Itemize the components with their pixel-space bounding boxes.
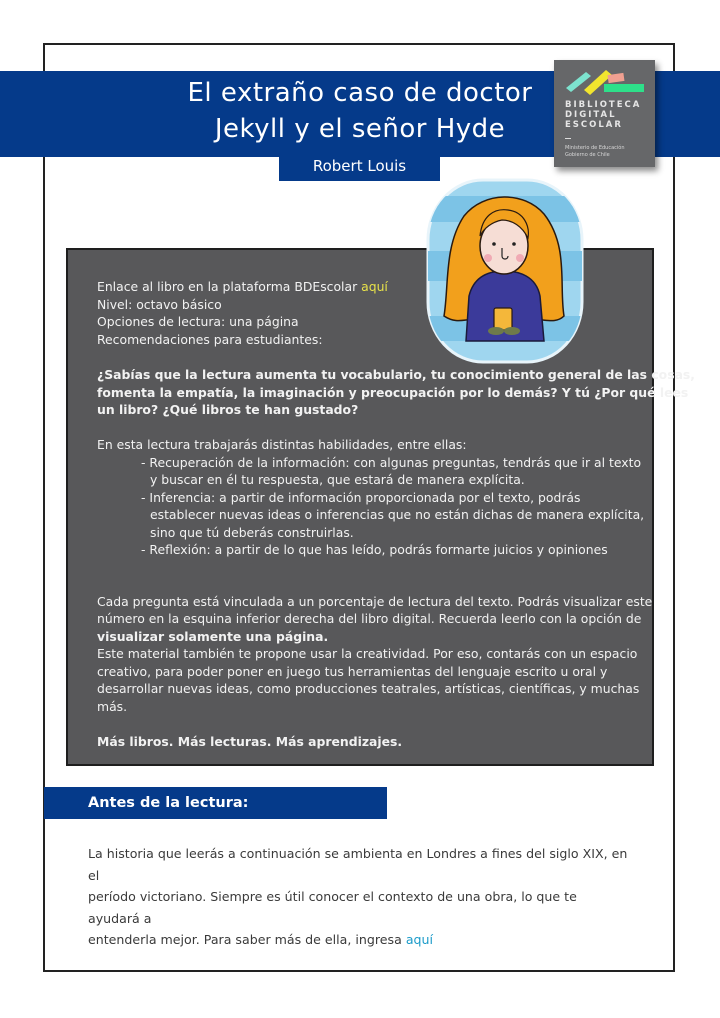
para3-line-2: creativo, para poder poner en juego tus herramientas del lenguaje escrito u oral y <box>97 664 608 679</box>
book-title-line2: Jekyll y el señor Hyde <box>214 114 506 144</box>
logo-stripes-icon <box>564 66 646 98</box>
logo-ministry-text <box>565 145 625 159</box>
before-reading-line3-text: entenderla mejor. Para saber más de ella, ingresa <box>88 932 406 947</box>
context-link-aqui[interactable]: aquí <box>405 932 434 947</box>
logo-divider <box>565 138 571 139</box>
author-label: Robert Louis <box>279 150 440 181</box>
book-link-aqui[interactable]: aquí <box>361 279 388 294</box>
reading-options-text: Opciones de lectura: una página <box>97 314 299 329</box>
logo-text-escolar: ESCOLAR <box>565 120 623 130</box>
biblioteca-digital-escolar-logo <box>554 60 655 167</box>
level-text: Nivel: octavo básico <box>97 297 222 312</box>
para3-line-3: desarrollar nuevas ideas, como producciones teatrales, artísticas, científicas, y muchas <box>97 681 640 696</box>
before-reading-paragraph <box>88 843 628 951</box>
logo-ministry-line1: Ministerio de Educación <box>565 145 625 151</box>
book-link-line <box>97 278 388 296</box>
skills-intro: En esta lectura trabajarás distintas habilidades, entre ellas: <box>97 437 467 452</box>
skill-retrieval-line1: - Recuperación de la información: con algunas preguntas, tendrás que ir al texto <box>141 455 642 470</box>
logo-text-biblioteca: BIBLIOTECA <box>565 100 642 110</box>
before-reading-line3 <box>88 929 628 951</box>
para3-line-4: más. <box>97 699 128 714</box>
before-reading-line1: La historia que leerás a continuación se ambienta en Londres a fines del siglo XIX, en el <box>88 846 628 883</box>
book-title <box>150 75 570 147</box>
book-link-label: Enlace al libro en la plataforma BDEscolar <box>97 279 362 294</box>
logo-text-digital: DIGITAL <box>565 110 617 120</box>
para2-line-2: número en la esquina inferior derecha del libro digital. Recuerda leerlo con la opción de <box>97 611 642 626</box>
skill-inference-line2: establecer nuevas ideas o inferencias que no están dichas de manera explícita, <box>150 507 645 522</box>
book-title-line1: El extraño caso de doctor <box>187 78 533 108</box>
question-line-2: fomenta la empatía, la imaginación y preocupación por lo demás? Y tú ¿Por qué lees <box>97 385 689 400</box>
skill-reflection-line1: - Reflexión: a partir de lo que has leído, podrás formarte juicios y opiniones <box>141 542 608 557</box>
para3-line-1: Este material también te propone usar la creatividad. Por eso, contarás con un espacio <box>97 646 638 661</box>
question-line-3: un libro? ¿Qué libros te han gustado? <box>97 402 359 417</box>
para2-line-3: visualizar solamente una página. <box>97 629 329 644</box>
before-reading-line2: período victoriano. Siempre es útil conocer el contexto de una obra, lo que te ayudará a <box>88 889 577 926</box>
slogan: Más libros. Más lecturas. Más aprendizajes. <box>97 734 403 749</box>
skill-retrieval-line2: y buscar en él tu respuesta, que estará de manera explícita. <box>150 472 525 487</box>
recommendations-label: Recomendaciones para estudiantes: <box>97 332 323 347</box>
question-line-1: ¿Sabías que la lectura aumenta tu vocabulario, tu conocimiento general de las cosas, <box>97 367 696 382</box>
para2-line-1: Cada pregunta está vinculada a un porcentaje de lectura del texto. Podrás visualizar este <box>97 594 653 609</box>
skill-inference-line3: sino que tú deberás construirlas. <box>150 525 354 540</box>
logo-ministry-line2: Gobierno de Chile <box>565 152 610 158</box>
before-reading-header: Antes de la lectura: <box>44 787 387 819</box>
skill-inference-line1: - Inferencia: a partir de información proporcionada por el texto, podrás <box>141 490 581 505</box>
girl-reading-illustration <box>424 176 586 366</box>
